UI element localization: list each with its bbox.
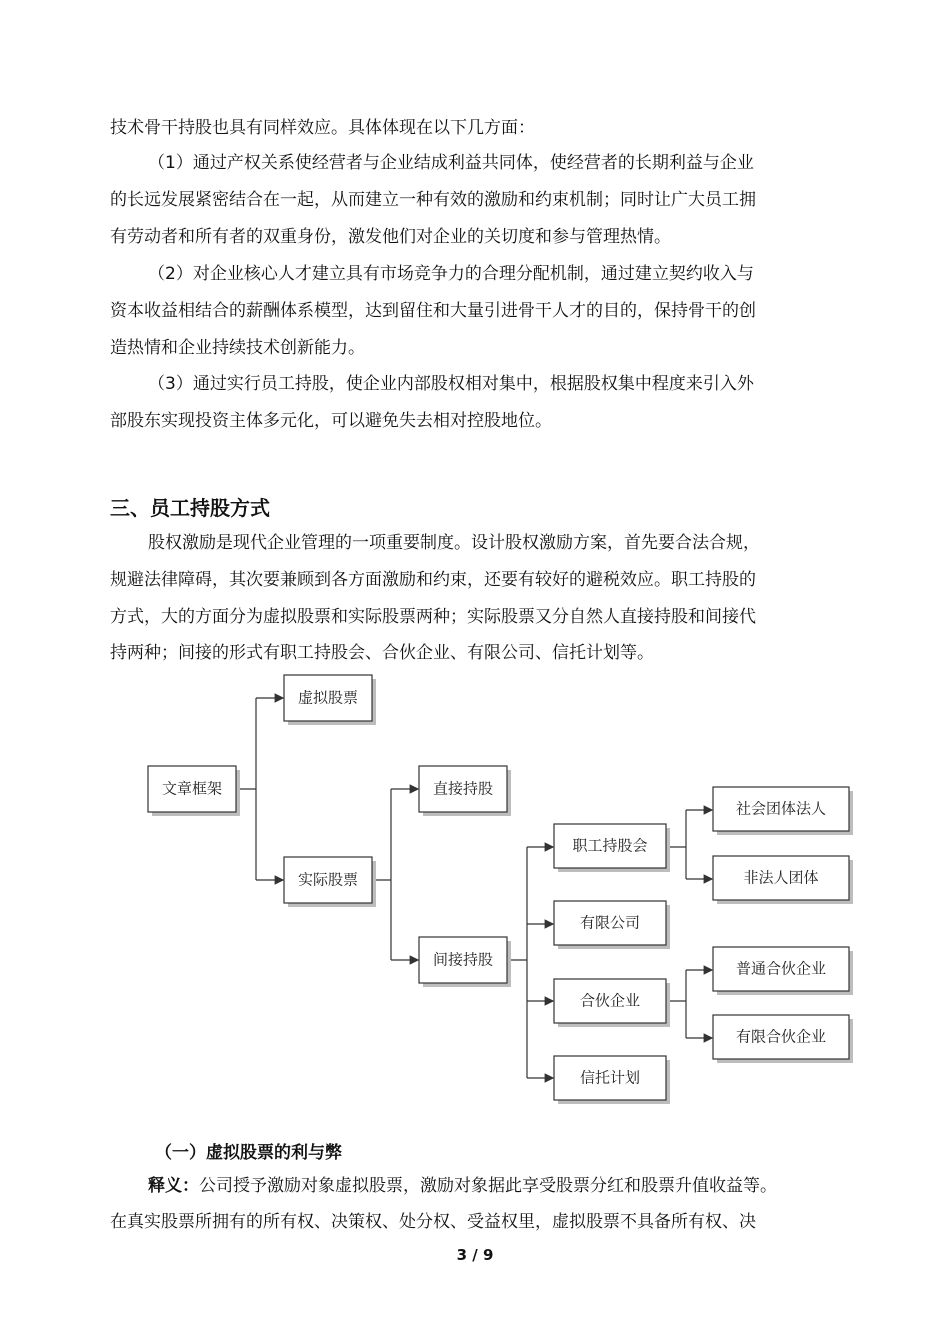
paragraph-line: 技术骨干持股也具有同样效应。具体体现在以下几方面： (110, 118, 535, 138)
paragraph-line: （2）对企业核心人才建立具有市场竞争力的合理分配机制，通过建立契约收入与 (148, 264, 754, 284)
svg-text:信托计划: 信托计划 (579, 1068, 641, 1087)
box-trust-plan (554, 1056, 670, 1104)
box-root (148, 766, 240, 816)
svg-text:间接持股: 间接持股 (432, 950, 494, 969)
box-direct-holding (419, 766, 511, 816)
svg-text:有限公司: 有限公司 (579, 913, 641, 932)
svg-text:社会团体法人: 社会团体法人 (735, 799, 827, 818)
svg-text:普通合伙企业: 普通合伙企业 (735, 959, 827, 978)
box-employee-union (554, 824, 670, 872)
paragraph-line (148, 1175, 888, 1197)
box-actual-stock (284, 857, 376, 907)
subsection-heading: （一）虚拟股票的利与弊 (155, 1143, 342, 1163)
paragraph-line: 造热情和企业持续技术创新能力。 (110, 338, 365, 358)
definition-label: 释义： (148, 1176, 199, 1196)
box-limited-partnership (713, 1015, 853, 1063)
svg-text:有限合伙企业: 有限合伙企业 (735, 1027, 827, 1046)
page-number: 3 / 9 (456, 1246, 494, 1264)
svg-text:实际股票: 实际股票 (297, 870, 359, 889)
svg-text:职工持股会: 职工持股会 (572, 836, 648, 855)
paragraph-line: 规避法律障碍，其次要兼顾到各方面激励和约束，还要有较好的避税效应。职工持股的 (110, 570, 756, 590)
box-virtual-stock (284, 675, 376, 725)
svg-text:文章框架: 文章框架 (161, 779, 223, 798)
svg-text:直接持股: 直接持股 (432, 779, 494, 798)
svg-text:非法人团体: 非法人团体 (743, 868, 819, 887)
box-non-legal-group (713, 856, 853, 904)
box-general-partnership (713, 947, 853, 995)
paragraph-line: 有劳动者和所有者的双重身份，激发他们对企业的关切度和参与管理热情。 (110, 227, 671, 247)
paragraph-line: 在真实股票所拥有的所有权、决策权、处分权、受益权里，虚拟股票不具备所有权、决 (110, 1212, 756, 1232)
box-partnership (554, 979, 670, 1027)
box-indirect-holding (419, 937, 511, 987)
paragraph-line: 资本收益相结合的薪酬体系模型，达到留住和大量引进骨干人才的目的，保持骨干的创 (110, 301, 756, 321)
section-heading: 三、员工持股方式 (110, 496, 270, 520)
box-limited-company (554, 901, 670, 949)
box-social-legal-person (713, 787, 853, 835)
svg-text:虚拟股票: 虚拟股票 (297, 688, 359, 707)
paragraph-line: 持两种；间接的形式有职工持股会、合伙企业、有限公司、信托计划等。 (110, 643, 654, 663)
paragraph-line: 股权激励是现代企业管理的一项重要制度。设计股权激励方案，首先要合法合规， (148, 533, 760, 553)
paragraph-line: 方式，大的方面分为虚拟股票和实际股票两种；实际股票又分自然人直接持股和间接代 (110, 607, 756, 627)
definition-text: 公司授予激励对象虚拟股票，激励对象据此享受股票分红和股票升值收益等。 (199, 1176, 777, 1196)
paragraph-line: （1）通过产权关系使经营者与企业结成利益共同体，使经营者的长期利益与企业 (148, 153, 754, 173)
paragraph-line: 部股东实现投资主体多元化，可以避免失去相对控股地位。 (110, 411, 552, 431)
paragraph-line: （3）通过实行员工持股，使企业内部股权相对集中，根据股权集中程度来引入外 (148, 374, 754, 394)
paragraph-line: 的长远发展紧密结合在一起，从而建立一种有效的激励和约束机制；同时让广大员工拥 (110, 190, 756, 210)
svg-text:合伙企业: 合伙企业 (579, 991, 641, 1010)
